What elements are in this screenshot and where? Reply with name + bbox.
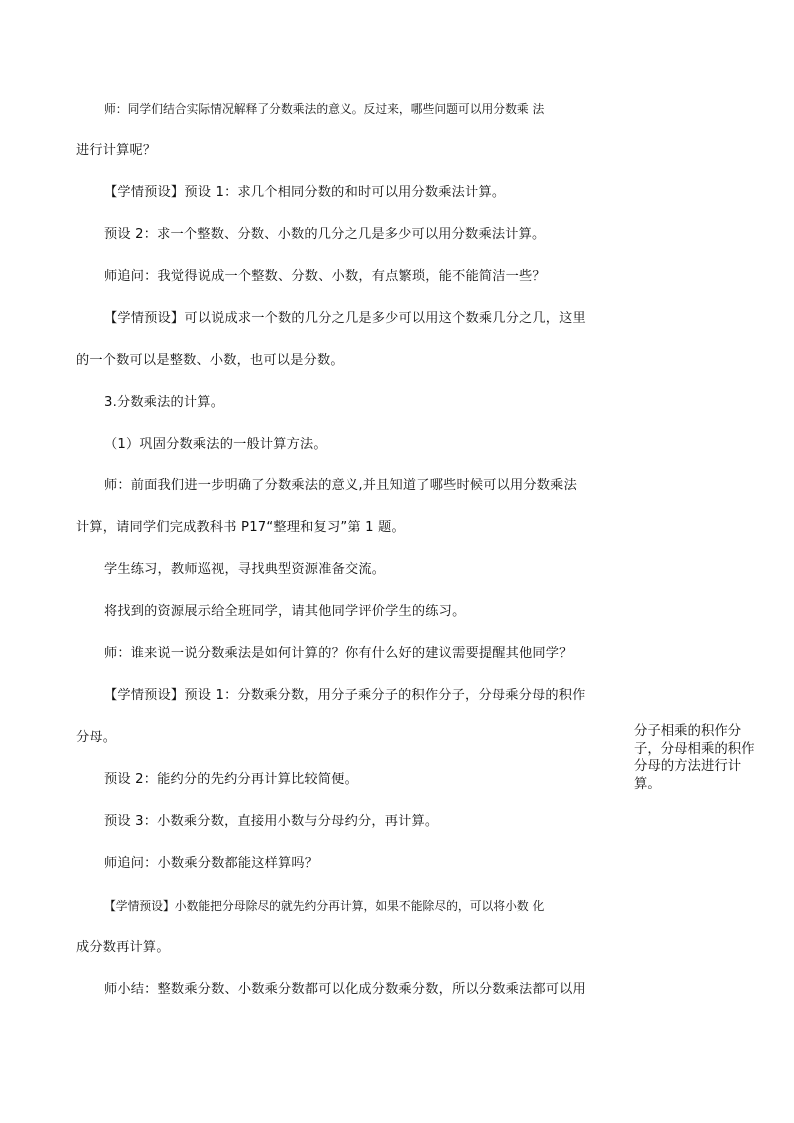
text-line-3: 【学情预设】预设 1：求几个相同分数的和时可以用分数乘法计算。 bbox=[104, 185, 506, 200]
margin-note: 分子相乘的积作分子，分母相乘的积作分母的方法进行计算。 bbox=[634, 724, 755, 792]
text-line-18: 预设 3：小数乘分数，直接用小数与分母约分，再计算。 bbox=[104, 814, 439, 829]
text-line-4: 预设 2：求一个整数、分数、小数的几分之几是多少可以用分数乘法计算。 bbox=[104, 227, 546, 242]
text-line-19: 师追问：小数乘分数都能这样算吗？ bbox=[104, 856, 319, 871]
text-line-10: 师：前面我们进一步明确了分数乘法的意义,并且知道了哪些时候可以用分数乘法 bbox=[104, 478, 577, 493]
text-line-7: 的一个数可以是整数、小数，也可以是分数。 bbox=[76, 353, 344, 368]
text-line-5: 师追问：我觉得说成一个整数、分数、小数，有点繁琐，能不能简洁一些？ bbox=[104, 269, 546, 284]
text-line-6: 【学情预设】可以说成求一个数的几分之几是多少可以用这个数乘几分之几，这里 bbox=[104, 311, 586, 326]
text-line-11: 计算，请同学们完成教科书 P17“整理和复习”第 1 题。 bbox=[76, 520, 405, 535]
text-line-20: 【学情预设】小数能把分母除尽的就先约分再计算，如果不能除尽的，可以将小数 化 bbox=[104, 899, 545, 913]
text-line-9: （1）巩固分数乘法的一般计算方法。 bbox=[104, 437, 327, 452]
text-line-15: 【学情预设】预设 1：分数乘分数，用分子乘分子的积作分子，分母乘分母的积作 bbox=[104, 688, 586, 703]
text-line-8: 3.分数乘法的计算。 bbox=[104, 395, 225, 410]
text-line-1: 师：同学们结合实际情况解释了分数乘法的意义。反过来，哪些问题可以用分数乘 法 bbox=[104, 102, 545, 116]
text-line-12: 学生练习，教师巡视，寻找典型资源准备交流。 bbox=[104, 562, 386, 577]
text-line-16: 分母。 bbox=[76, 730, 117, 745]
text-line-17: 预设 2：能约分的先约分再计算比较简便。 bbox=[104, 772, 358, 787]
text-line-21: 成分数再计算。 bbox=[76, 940, 170, 955]
text-line-2: 进行计算呢？ bbox=[76, 143, 157, 158]
text-line-14: 师：谁来说一说分数乘法是如何计算的？你有什么好的建议需要提醒其他同学？ bbox=[104, 646, 573, 661]
text-line-13: 将找到的资源展示给全班同学，请其他同学评价学生的练习。 bbox=[104, 604, 466, 619]
text-line-22: 师小结：整数乘分数、小数乘分数都可以化成分数乘分数，所以分数乘法都可以用 bbox=[104, 982, 586, 997]
